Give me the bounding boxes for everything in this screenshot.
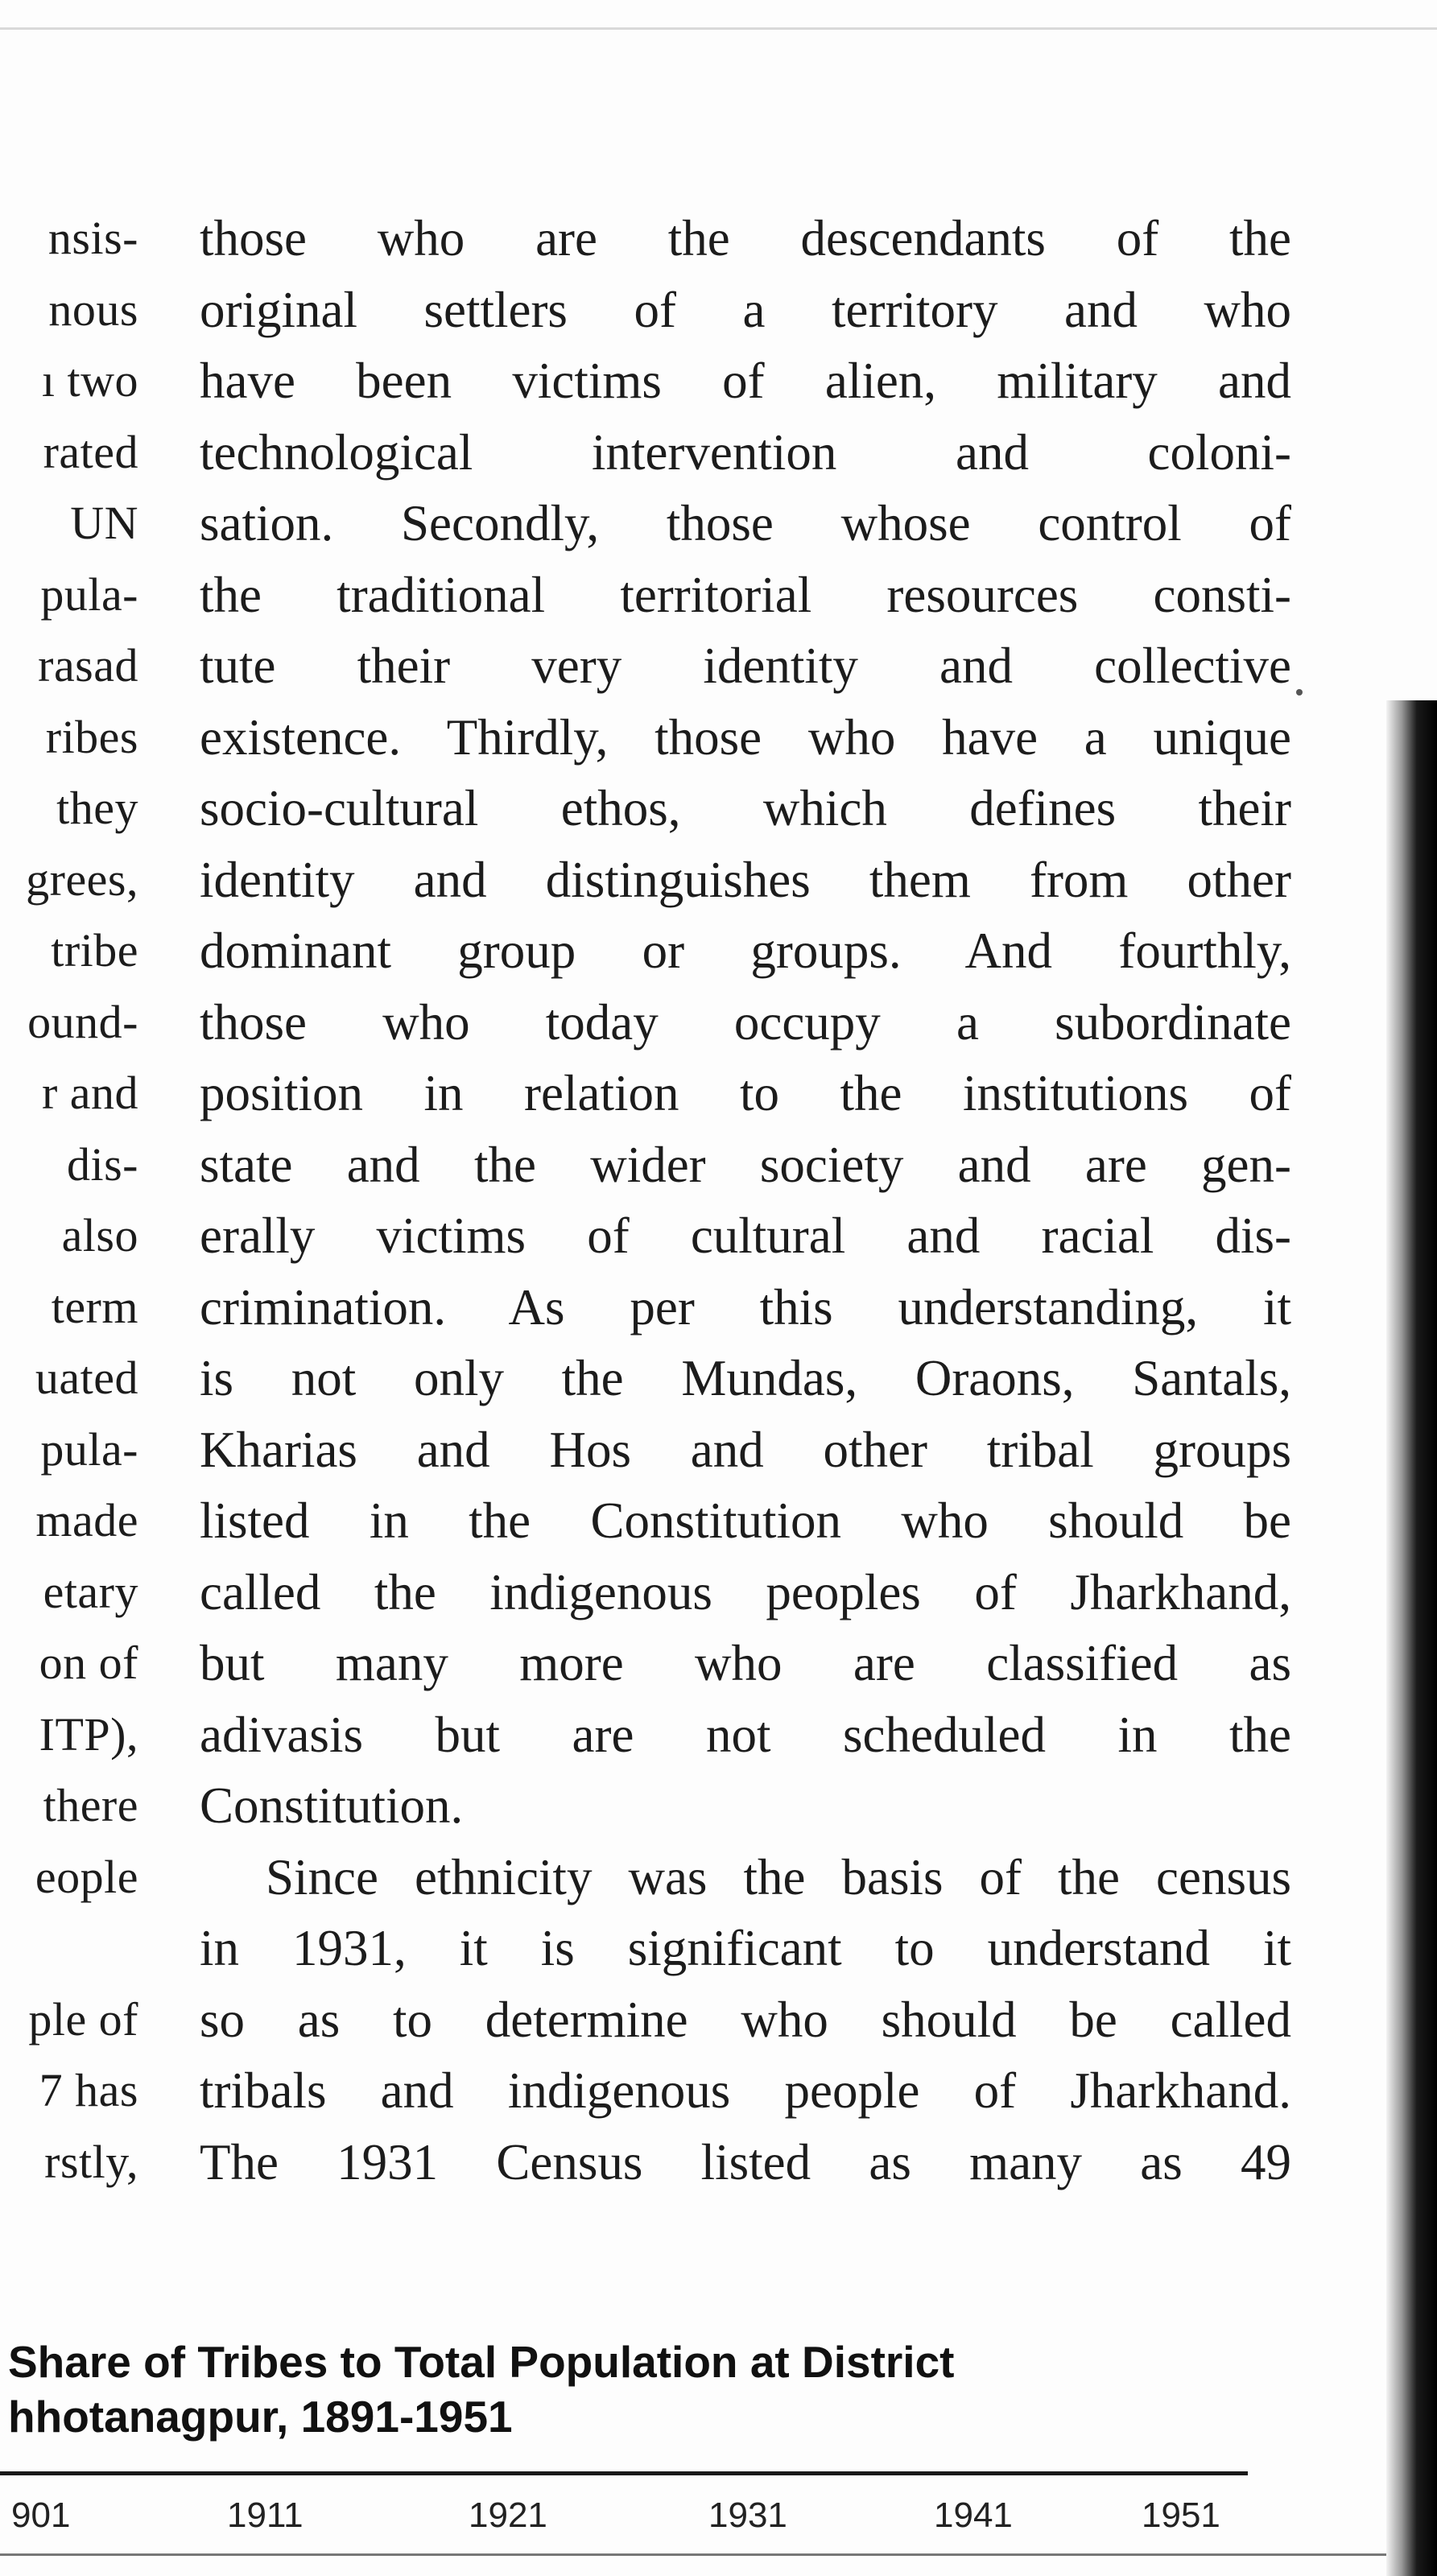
body-text-line: position in relation to the institutions of [200, 1065, 1291, 1121]
body-text-line: listed in the Constitution who should be [200, 1492, 1291, 1549]
left-column-line: r and [41, 1067, 138, 1119]
main-text-column [200, 203, 1291, 2198]
left-column-line: ribes [45, 710, 138, 763]
left-column-line: ound- [27, 995, 138, 1048]
body-text-line: existence. Thirdly, those who have a unique [200, 708, 1291, 766]
body-text-line: erally victims of cultural and racial dis- [200, 1208, 1291, 1264]
body-text-line: those who are the descendants of the [200, 210, 1291, 266]
table-title [8, 2334, 1232, 2444]
left-column-line: rated [43, 425, 138, 478]
left-column-line: ple of [28, 1992, 138, 2046]
left-column-line: made [35, 1494, 138, 1546]
left-column-line: uated [35, 1352, 138, 1404]
left-column-line: etary [43, 1565, 138, 1618]
body-text-line: crimination. As per this understanding, it [200, 1278, 1291, 1335]
body-text-line: Constitution. [200, 1777, 464, 1834]
body-text-line: identity and distinguishes them from other [200, 851, 1291, 908]
margin-dot-mark [1296, 689, 1303, 696]
body-text-line: so as to determine who should be called [200, 1991, 1291, 2048]
body-text-line: adivasis but are not scheduled in the [200, 1706, 1291, 1763]
table-header-year: 1911 [227, 2496, 304, 2535]
body-text-line: tute their very identity and collective [200, 638, 1291, 694]
body-text-line: technological intervention and coloni- [200, 423, 1291, 481]
body-text-line: have been victims of alien, military and [200, 353, 1291, 409]
left-column-line: dis- [67, 1137, 138, 1191]
body-text-line: called the indigenous peoples of Jharkhand, [200, 1563, 1291, 1620]
table-header-year: 1941 [934, 2496, 1013, 2535]
left-column-line: tribe [51, 924, 138, 976]
body-text-line: tribals and indigenous people of Jharkhand. [200, 2062, 1291, 2119]
body-text-line: but many more who are classified as [200, 1635, 1291, 1691]
table-header-rule [0, 2553, 1409, 2556]
body-text-line: those who today occupy a subordinate [200, 993, 1291, 1051]
table-header-year: 1921 [469, 2496, 547, 2535]
top-page-edge [0, 27, 1437, 30]
body-text-line: in 1931, it is significant to understand it [200, 1920, 1291, 1976]
left-column-line: nsis- [47, 212, 138, 264]
left-column-line: there [43, 1779, 138, 1831]
left-column-line: pula- [40, 568, 138, 621]
table-top-rule [0, 2471, 1248, 2475]
page-gutter-shadow [1386, 700, 1437, 2576]
left-column-line: UN [70, 497, 138, 549]
left-column-line: eople [35, 1850, 138, 1903]
left-column-line: on of [39, 1637, 138, 1689]
left-column-line: grees, [26, 852, 138, 906]
table-title-line-2: hhotanagpur, 1891-1951 [8, 2392, 513, 2442]
body-text-line: original settlers of a territory and who [200, 281, 1291, 338]
body-text-line: Since ethnicity was the basis of the census [266, 1848, 1291, 1905]
body-text-line: state and the wider society and are gen- [200, 1136, 1291, 1193]
left-column-line: also [61, 1209, 138, 1261]
body-text-line: Kharias and Hos and other tribal groups [200, 1421, 1291, 1478]
body-text-line: the traditional territorial resources consti- [200, 566, 1291, 623]
table-header-year: 901 [11, 2496, 71, 2535]
table-header-row [0, 2487, 1256, 2552]
table-title-line-1: Share of Tribes to Total Population at District [8, 2337, 955, 2387]
left-column-line [0, 1913, 138, 1984]
body-text-line: dominant group or groups. And fourthly, [200, 923, 1291, 979]
table-header-year: 1931 [708, 2496, 787, 2535]
body-text-line: The 1931 Census listed as many as 49 [200, 2133, 1291, 2190]
left-column-line: nous [48, 283, 138, 336]
left-column-line: rstly, [44, 2135, 138, 2188]
left-column-line: term [51, 1280, 138, 1333]
body-text-line: socio-cultural ethos, which defines their [200, 780, 1291, 836]
left-column-line: rasad [38, 639, 138, 691]
left-column-line: they [56, 782, 138, 834]
left-column-line: ITP), [39, 1707, 138, 1761]
left-column-line: pula- [40, 1422, 138, 1476]
body-text-line: sation. Secondly, those whose control of [200, 495, 1291, 551]
body-text-line: is not only the Mundas, Oraons, Santals, [200, 1350, 1291, 1406]
table-header-year: 1951 [1142, 2496, 1220, 2535]
left-column-line: 7 has [39, 2064, 138, 2116]
left-column-line: ı two [41, 354, 138, 407]
left-column-fragment [0, 203, 138, 2198]
